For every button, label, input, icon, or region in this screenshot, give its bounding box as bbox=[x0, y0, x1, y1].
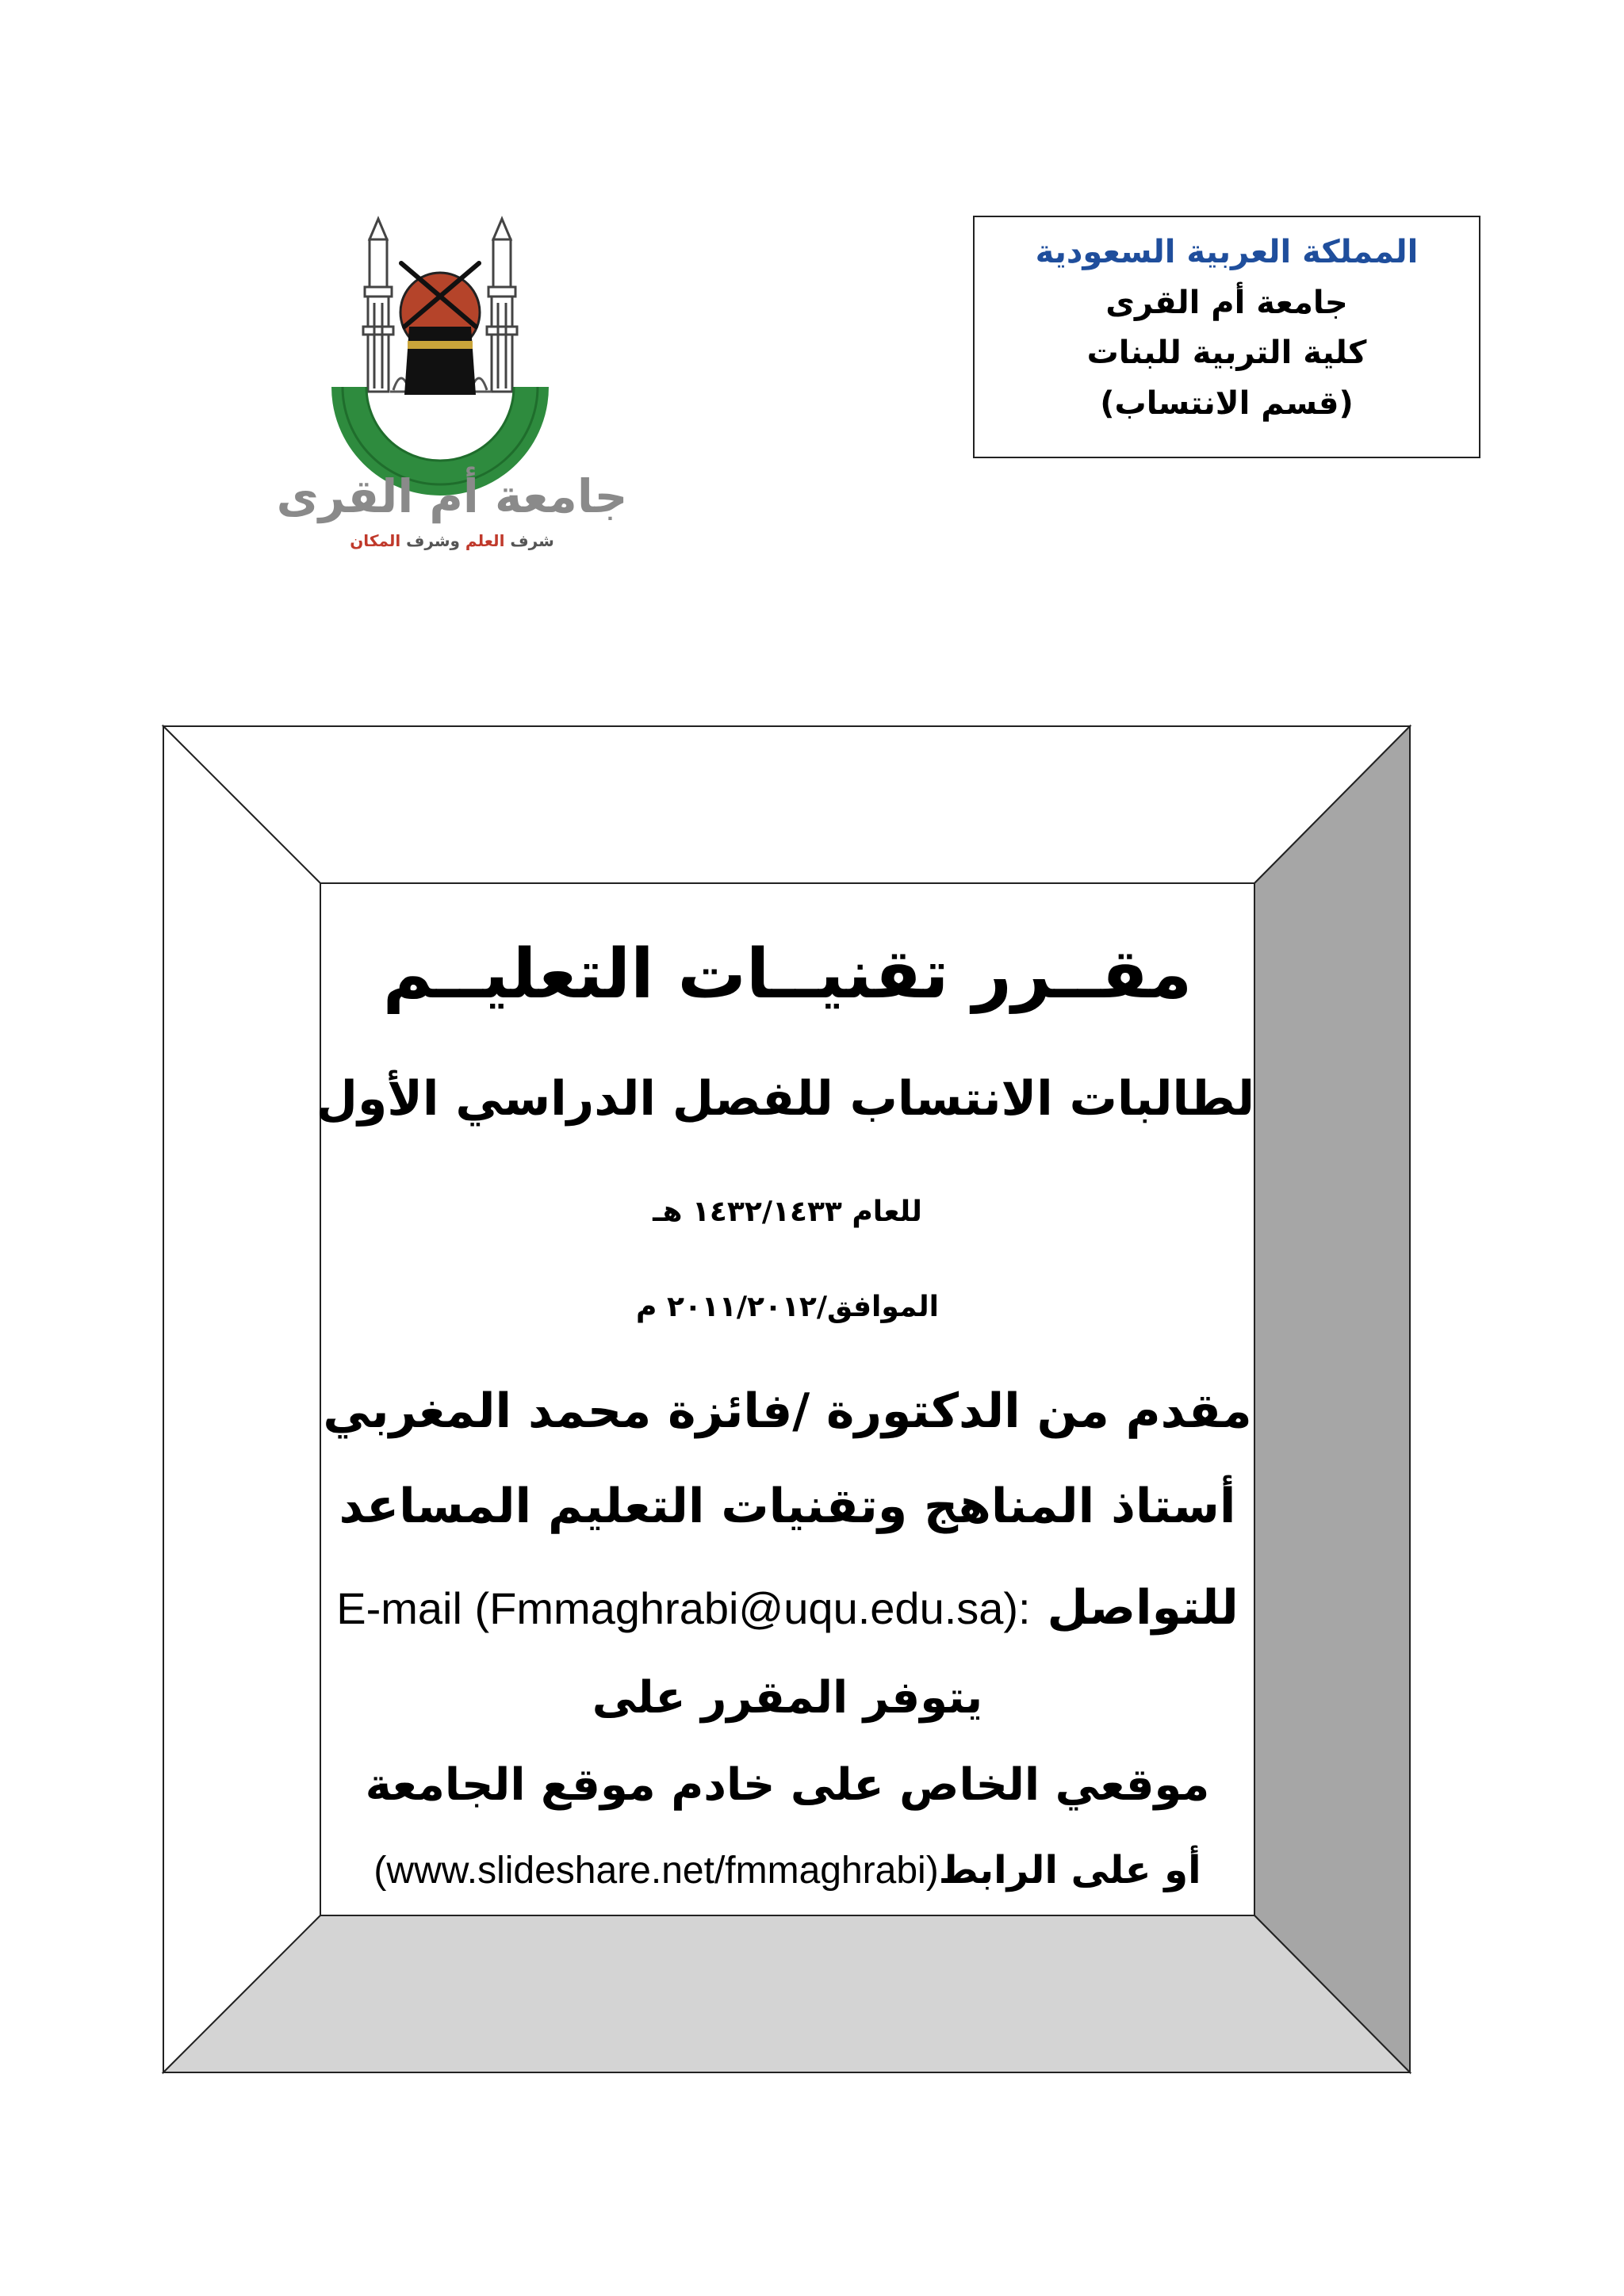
gregorian-year: الموافق/٢٠١١/٢٠١٢ م bbox=[636, 1291, 939, 1323]
course-title: مقــرر تقنيــات التعليــم bbox=[382, 935, 1193, 1014]
frame-top-bevel bbox=[163, 726, 1410, 883]
slogan-part: وشرف bbox=[400, 531, 465, 550]
link-label: أو على الرابط bbox=[938, 1848, 1201, 1892]
frame-right-bevel bbox=[1254, 726, 1410, 2072]
presenter-name: مقدم من الدكتورة /فائزة محمد المغربي bbox=[323, 1383, 1252, 1439]
site-line: موقعي الخاص على خادم موقع الجامعة bbox=[365, 1759, 1210, 1811]
availability-line: يتوفر المقرر على bbox=[592, 1672, 983, 1724]
contact-label: للتواصل bbox=[1047, 1580, 1239, 1636]
contact-email-link[interactable]: E-mail (Fmmaghrabi@uqu.edu.sa): bbox=[336, 1583, 1031, 1633]
college-name: كلية التربية للبنات bbox=[1086, 335, 1367, 371]
slideshare-link[interactable]: (www.slideshare.net/fmmaghrabi) bbox=[373, 1850, 939, 1892]
contact-line bbox=[320, 1575, 1254, 1642]
cover-content bbox=[316, 883, 1254, 1915]
course-subtitle: لطالبات الانتساب للفصل الدراسي الأول bbox=[316, 1071, 1254, 1127]
logo-university-name: جامعة أم القرى bbox=[276, 469, 628, 523]
frame-left-bevel bbox=[163, 726, 320, 2072]
frame-bottom-bevel bbox=[163, 1915, 1410, 2072]
country-name: المملكة العربية السعودية bbox=[1035, 234, 1419, 270]
slogan-part: شرف bbox=[504, 531, 554, 550]
slogan-highlight: المكان bbox=[350, 531, 401, 550]
department-name: (قسم الانتساب) bbox=[1100, 385, 1354, 422]
slogan-highlight: العلم bbox=[465, 531, 505, 550]
university-name: جامعة أم القرى bbox=[1105, 285, 1348, 321]
hijri-year: للعام ١٤٣٢/١٤٣٣ هـ bbox=[653, 1196, 922, 1228]
presenter-position: أستاذ المناهج وتقنيات التعليم المساعد bbox=[339, 1479, 1236, 1534]
link-line bbox=[320, 1843, 1254, 1899]
